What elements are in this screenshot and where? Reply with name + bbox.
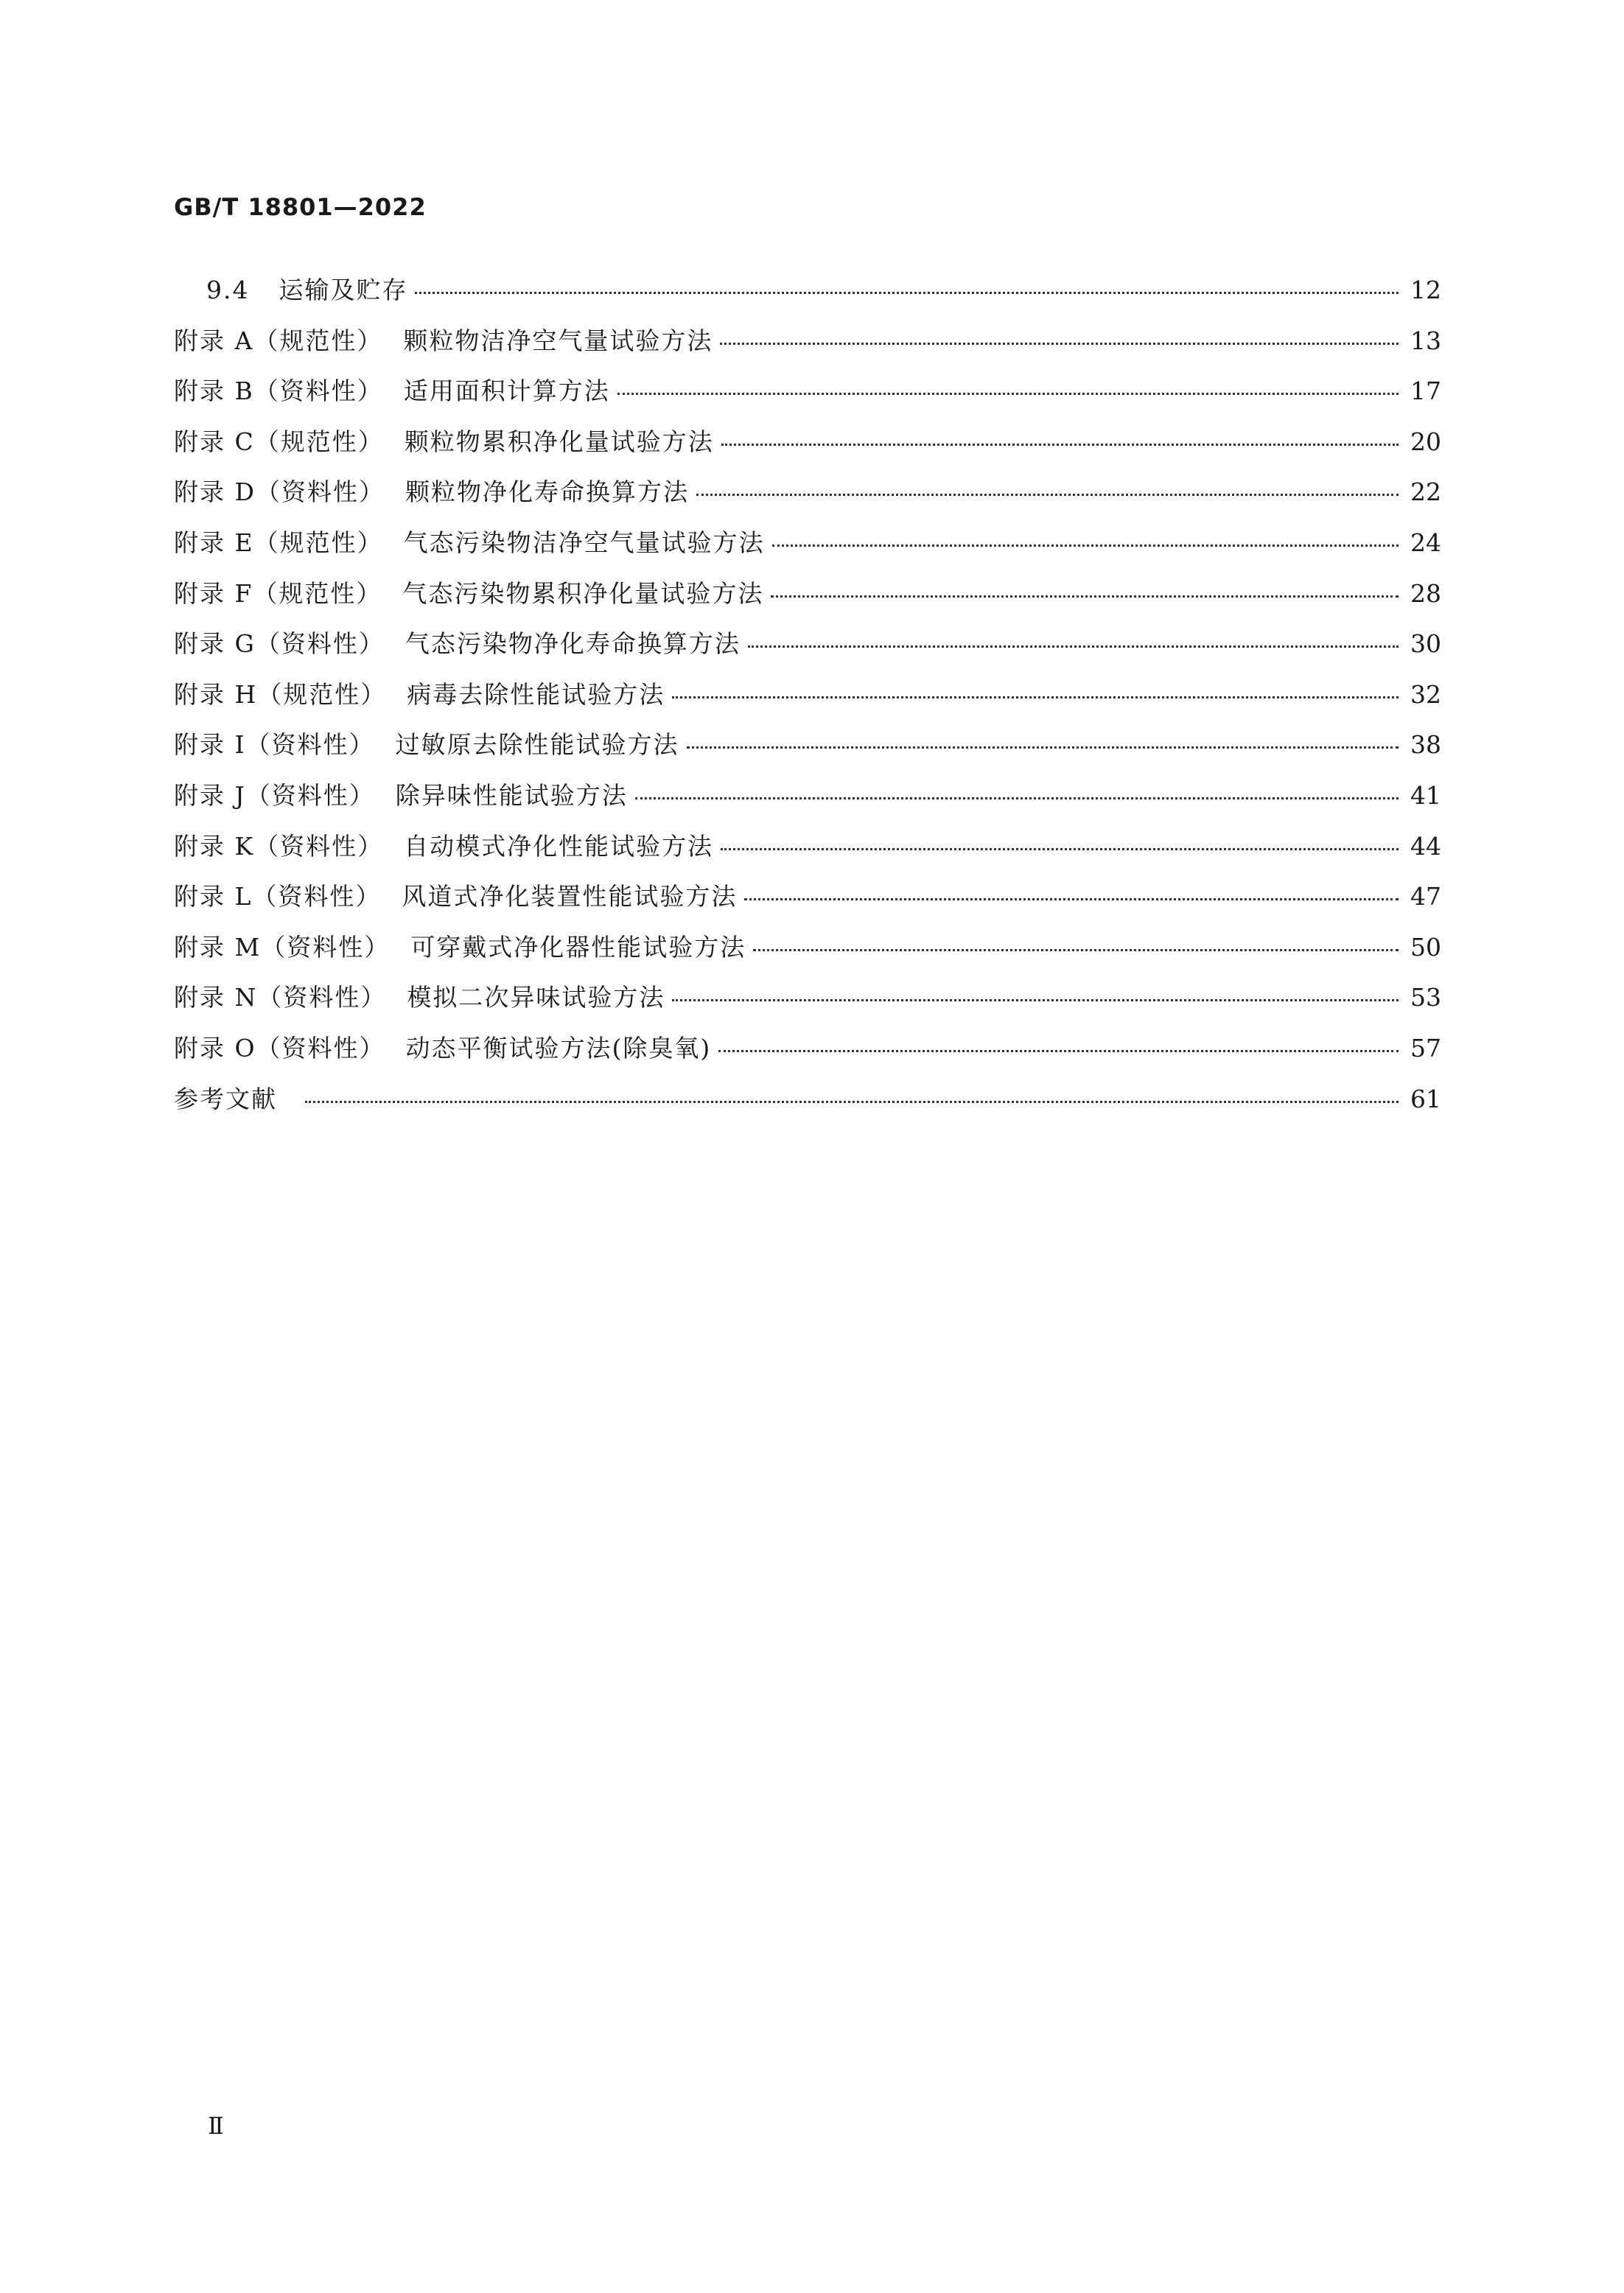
toc-entry-title: 动态平衡试验方法(除臭氧): [405, 1033, 712, 1063]
toc-entry-page: 32: [1410, 679, 1441, 709]
toc-entry-page: 20: [1410, 427, 1441, 456]
toc-entry-page: 17: [1410, 377, 1441, 406]
toc-entry-title: 颗粒物洁净空气量试验方法: [403, 326, 713, 355]
toc-dot-leader: [721, 848, 1399, 850]
toc-entry-label: 附录 B（资料性）: [174, 377, 383, 406]
toc-entry-appendix-a[interactable]: [174, 316, 1441, 367]
toc-entry-page: 44: [1410, 831, 1441, 861]
toc-entry-title: 自动模式净化性能试验方法: [404, 831, 714, 861]
toc-entry-appendix-b[interactable]: [174, 366, 1441, 417]
toc-entry-title: 适用面积计算方法: [403, 377, 610, 406]
toc-entry-title: 模拟二次异味试验方法: [407, 983, 665, 1012]
standard-code-header: GB/T 18801—2022: [174, 193, 427, 221]
toc-dot-leader: [305, 1101, 1399, 1103]
toc-dot-leader: [696, 494, 1399, 496]
toc-entry-appendix-l[interactable]: [174, 872, 1441, 923]
toc-entry-page: 13: [1410, 326, 1441, 355]
toc-entry-title: 过敏原去除性能试验方法: [395, 730, 679, 760]
toc-entry-title: 风道式净化装置性能试验方法: [402, 882, 738, 911]
toc-entry-references[interactable]: [174, 1074, 1441, 1125]
toc-entry-label: 附录 N（资料性）: [174, 983, 387, 1012]
toc-entry-page: 47: [1410, 882, 1441, 911]
toc-entry-title: 气态污染物净化寿命换算方法: [405, 629, 741, 659]
toc-entry-appendix-g[interactable]: [174, 619, 1441, 670]
page-number: Ⅱ: [208, 2112, 224, 2140]
toc-dot-leader: [720, 343, 1399, 345]
toc-dot-leader: [721, 444, 1399, 446]
toc-entry-appendix-m[interactable]: [174, 923, 1441, 973]
toc-entry-page: 38: [1410, 730, 1441, 760]
toc-entry-page: 12: [1410, 276, 1441, 304]
toc-dot-leader: [415, 292, 1399, 294]
toc-entry-page: 57: [1410, 1033, 1441, 1063]
toc-entry-label: 附录 F（规范性）: [174, 578, 382, 608]
toc-entry-label: 附录 L（资料性）: [174, 882, 382, 911]
toc-entry-page: 61: [1410, 1084, 1441, 1113]
toc-entry-appendix-d[interactable]: [174, 467, 1441, 518]
table-of-contents: [174, 265, 1441, 1124]
toc-entry-title: 运输及贮存: [279, 276, 408, 304]
toc-entry-page: 30: [1410, 629, 1441, 659]
toc-entry-label: 附录 A（规范性）: [174, 326, 383, 355]
toc-entry-label: 附录 I（资料性）: [174, 730, 375, 760]
toc-dot-leader: [718, 1050, 1399, 1052]
toc-dot-leader: [744, 898, 1399, 900]
toc-entry-page: 28: [1410, 578, 1441, 608]
toc-entry-appendix-o[interactable]: [174, 1023, 1441, 1074]
toc-entry-appendix-f[interactable]: [174, 569, 1441, 620]
toc-entry-label: 附录 J（资料性）: [174, 780, 375, 810]
toc-dot-leader: [687, 746, 1399, 749]
toc-entry-page: 22: [1410, 477, 1441, 507]
toc-dot-leader: [772, 545, 1399, 547]
toc-dot-leader: [617, 393, 1399, 395]
toc-entry-label: 附录 O（资料性）: [174, 1033, 385, 1063]
toc-entry-9-4[interactable]: [174, 265, 1441, 316]
toc-entry-title: 可穿戴式净化器性能试验方法: [410, 932, 746, 962]
toc-entry-label: 9.4: [206, 276, 250, 304]
toc-entry-page: 50: [1410, 932, 1441, 962]
toc-entry-title: 气态污染物累积净化量试验方法: [402, 578, 764, 608]
toc-entry-label: 附录 H（规范性）: [174, 679, 387, 709]
toc-entry-page: 24: [1410, 528, 1441, 557]
toc-entry-label: 附录 M（资料性）: [174, 932, 391, 962]
toc-entry-title: 气态污染物洁净空气量试验方法: [403, 528, 765, 557]
toc-entry-label: 附录 C（规范性）: [174, 427, 384, 456]
toc-entry-label: 附录 G（资料性）: [174, 629, 385, 659]
toc-entry-appendix-h[interactable]: [174, 670, 1441, 721]
toc-dot-leader: [635, 797, 1399, 799]
toc-entry-title: 颗粒物累积净化量试验方法: [404, 427, 714, 456]
toc-entry-appendix-k[interactable]: [174, 822, 1441, 872]
toc-dot-leader: [748, 645, 1399, 648]
toc-entry-title: 病毒去除性能试验方法: [407, 679, 665, 709]
toc-entry-label: 参考文献: [174, 1084, 277, 1113]
toc-entry-appendix-n[interactable]: [174, 973, 1441, 1023]
toc-entry-title: 除异味性能试验方法: [395, 780, 628, 810]
toc-entry-appendix-j[interactable]: [174, 771, 1441, 822]
toc-entry-page: 53: [1410, 983, 1441, 1012]
toc-entry-label: 附录 E（规范性）: [174, 528, 383, 557]
toc-entry-appendix-c[interactable]: [174, 417, 1441, 468]
toc-entry-page: 41: [1410, 780, 1441, 810]
toc-dot-leader: [672, 999, 1399, 1001]
toc-entry-appendix-e[interactable]: [174, 518, 1441, 569]
toc-dot-leader: [771, 595, 1399, 598]
toc-entry-label: 附录 K（资料性）: [174, 831, 384, 861]
toc-dot-leader: [672, 696, 1399, 699]
toc-entry-title: 颗粒物净化寿命换算方法: [405, 477, 689, 507]
toc-entry-appendix-i[interactable]: [174, 720, 1441, 771]
toc-entry-label: 附录 D（资料性）: [174, 477, 385, 507]
toc-dot-leader: [753, 949, 1399, 951]
